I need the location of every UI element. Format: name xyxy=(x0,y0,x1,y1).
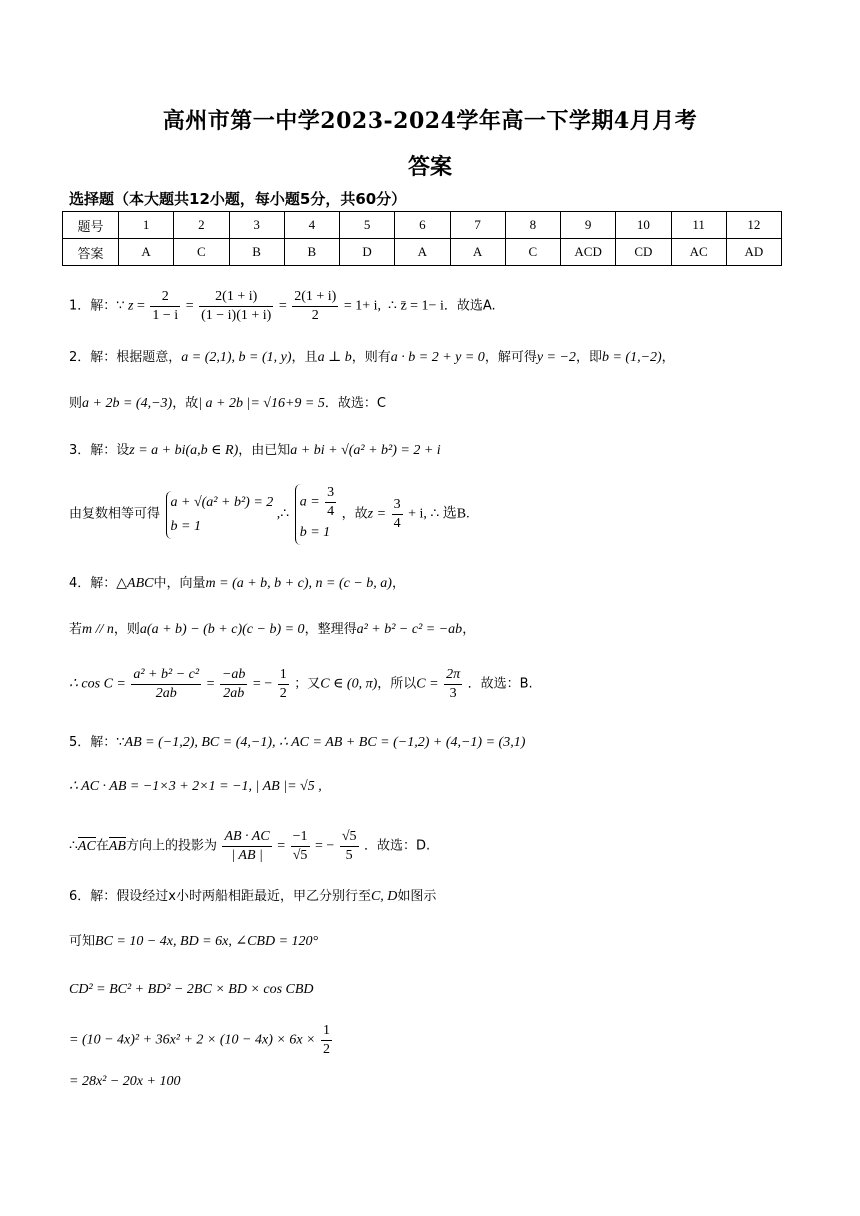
solution-4-line-1: 4．解：△ABC中，向量m = (a + b, b + c), n = (c − b, a)， xyxy=(69,576,405,591)
solution-3-line-1: 3．解：设z = a + bi(a,b ∈ R)，由已知a + bi + √(a² + b²) = 2 + i xyxy=(69,443,441,458)
question-number: 5 xyxy=(340,212,395,239)
solution-5-line-2: ∴ AC · AB = −1×3 + 2×1 = −1, | AB |= √5 , xyxy=(69,779,322,794)
solution-5-line-3: ∴AC在AB方向上的投影为 $\frac{AB \cdot AC}{| AB |}$ = $\frac{-1}{√5}$ = − $\frac{√5}{5}$ ．故选：D. xyxy=(69,829,431,863)
page-subtitle: 答案 xyxy=(407,154,452,180)
solution-3-line-2: 由复数相等可得 a + √(a² + b²) = 2 b = 1 ,∴ a = $\frac{3}{4}$ b = 1 ，故z = $\frac{3}{4}$ + i, ∴ 选B. xyxy=(69,484,470,545)
answer-row xyxy=(63,239,782,266)
solution-6-line-4: = (10 − 4x)² + 36x² + 2 × (10 − 4x) × 6x × $\frac{1}{2}$ xyxy=(69,1023,330,1057)
fraction: $\frac{2(1 + i)}{(1 - i)(1 + i)}$ xyxy=(201,289,272,323)
question-number: 12 xyxy=(726,212,781,239)
question-number: 7 xyxy=(450,212,505,239)
section-heading: 选择题（本大题共12小题，每小题5分，共60分） xyxy=(69,190,407,208)
question-number: 3 xyxy=(229,212,284,239)
answer-cell: CD xyxy=(616,239,671,266)
question-number: 4 xyxy=(284,212,339,239)
answer-table xyxy=(62,211,782,266)
question-number: 9 xyxy=(561,212,616,239)
question-number: 11 xyxy=(671,212,726,239)
answer-cell: A xyxy=(119,239,174,266)
solution-2-line-1: 2．解：根据题意，a = (2,1), b = (1, y)，且a ⊥ b，则有a · b = 2 + y = 0，解可得y = −2，即b = (1,−2)， xyxy=(69,350,675,365)
answer-cell: A xyxy=(395,239,450,266)
question-number-row xyxy=(63,212,782,239)
question-number: 2 xyxy=(174,212,229,239)
row-label-question: 题号 xyxy=(63,212,119,239)
fraction: $\frac{2}{1 - i}$ xyxy=(152,289,179,323)
answer-cell: C xyxy=(174,239,229,266)
question-number: 10 xyxy=(616,212,671,239)
question-number: 8 xyxy=(505,212,560,239)
solution-2-line-2: 则a + 2b = (4,−3)，故| a + 2b |= √16+9 = 5．故选：C xyxy=(69,396,386,411)
solution-4-line-2: 若m // n，则a(a + b) − (b + c)(c − b) = 0，整理得a² + b² − c² = −ab， xyxy=(69,622,476,637)
answer-cell: ACD xyxy=(561,239,616,266)
solution-6-line-2: 可知BC = 10 − 4x, BD = 6x, ∠CBD = 120° xyxy=(69,934,319,949)
solution-6-line-1: 6．解：假设经过x小时两船相距最近，甲乙分别行至C, D如图示 xyxy=(69,889,437,904)
answer-cell: B xyxy=(229,239,284,266)
equation-system: a = $\frac{3}{4}$ b = 1 xyxy=(295,484,338,545)
answer-cell: AD xyxy=(726,239,781,266)
solution-6-line-5: = 28x² − 20x + 100 xyxy=(69,1074,181,1089)
solution-1: 1．解：∵ z = $\frac{2}{1 - i}$ = $\frac{2(1 + i)}{(1 - i)(1 + i)}$ = $\frac{2(1 + i)}{2}$ = 1+ i, ∴ z̄ = 1− i．故选A. xyxy=(69,289,496,323)
answer-cell: C xyxy=(505,239,560,266)
row-label-answer: 答案 xyxy=(63,239,119,266)
question-number: 1 xyxy=(119,212,174,239)
question-number: 6 xyxy=(395,212,450,239)
fraction: $\frac{2(1 + i)}{2}$ xyxy=(294,289,337,323)
solution-4-line-3: ∴ cos C = $\frac{\text{a² + b² − c²}}{2ab}$ = $\frac{-ab}{2ab}$ = − $\frac{1}{2}$ ；又C ∈ (0, π)，所以C = $\frac{2\pi}{3}$ ．故选：B. xyxy=(69,667,533,701)
answer-cell: AC xyxy=(671,239,726,266)
answer-cell: D xyxy=(340,239,395,266)
solution-6-line-3: CD² = BC² + BD² − 2BC × BD × cos CBD xyxy=(69,982,314,997)
page-title: 高州市第一中学2023-2024学年高一下学期4月月考 xyxy=(162,108,698,134)
answer-cell: B xyxy=(284,239,339,266)
solution-5-line-1: 5．解：∵AB = (−1,2), BC = (4,−1), ∴ AC = AB + BC = (−1,2) + (4,−1) = (3,1) xyxy=(69,735,526,750)
answer-cell: A xyxy=(450,239,505,266)
equation-system: a + √(a² + b²) = 2 b = 1 xyxy=(166,491,274,539)
